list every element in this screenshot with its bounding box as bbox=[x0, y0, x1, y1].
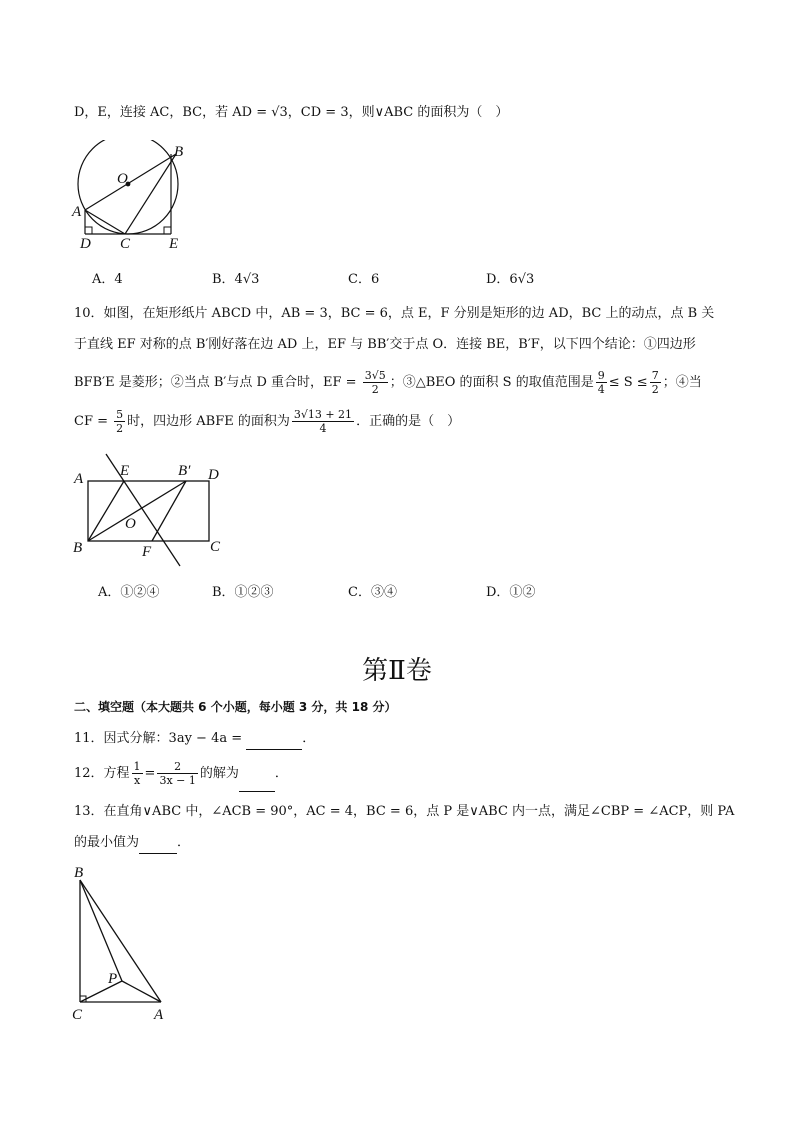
q10-line-2: 于直线 EF 对称的点 B′刚好落在边 AD 上，EF 与 BB′交于点 O．连接 BE，B′F，以下四个结论：①四边形 bbox=[74, 337, 696, 352]
q10-fraction-upper-num: 7 bbox=[651, 369, 659, 382]
q10-line3-text-b: ；③△BEO 的面积 S 的取值范围是 bbox=[389, 375, 594, 390]
q10-segment-bbprime bbox=[88, 481, 186, 541]
q10-label-bprime: B′ bbox=[178, 463, 191, 479]
q10-fraction-area-num: 3√13 + 21 bbox=[293, 408, 353, 421]
q12-text-post: 的解为 bbox=[199, 766, 239, 781]
q10-fraction-lower bbox=[596, 369, 607, 396]
q10-fraction-cf-den: 2 bbox=[116, 422, 124, 435]
q13-segment-bp bbox=[80, 880, 122, 981]
q10-line-4 bbox=[74, 405, 460, 439]
q10-fraction-ef bbox=[363, 369, 388, 396]
q13-end: ． bbox=[177, 835, 191, 850]
q10-option-d: D．①② bbox=[486, 585, 536, 600]
q12-fraction-right-den: 3x − 1 bbox=[159, 774, 196, 787]
q9-label-a: A bbox=[72, 204, 82, 220]
q13-label-c: C bbox=[72, 1007, 83, 1023]
q13-segment-ba bbox=[80, 880, 161, 1002]
q12-fraction-left-den: x bbox=[133, 774, 141, 787]
q10-fraction-upper bbox=[650, 369, 661, 396]
q12-fraction-left-num: 1 bbox=[133, 760, 141, 773]
q10-line-1: 10．如图，在矩形纸片 ABCD 中，AB = 3，BC = 6，点 E，F 分别是矩形的边 AD，BC 上的动点，点 B 关 bbox=[74, 306, 715, 321]
q9-label-b: B bbox=[174, 144, 184, 160]
q12 bbox=[74, 757, 288, 792]
q9-right-angle-e bbox=[164, 227, 171, 234]
q9-stem-mid: ，CD = 3，则∨ABC 的面积为（ ） bbox=[287, 105, 509, 120]
q10-line3-text-d: ；④当 bbox=[662, 375, 702, 390]
q10-label-f: F bbox=[142, 544, 152, 560]
q10-label-e: E bbox=[120, 463, 130, 479]
q13-label-a: A bbox=[154, 1007, 164, 1023]
q9-right-angle-d bbox=[85, 227, 92, 234]
q9-segment-bc bbox=[125, 154, 176, 234]
q10-segment-bprime-f bbox=[152, 481, 186, 541]
q10-line4-text-b: 时，四边形 ABFE 的面积为 bbox=[127, 414, 290, 429]
q9-circle bbox=[78, 140, 178, 234]
q11-answer-blank bbox=[246, 729, 302, 750]
q10-line4-text-a: CF = bbox=[74, 414, 113, 429]
q9-option-c: C．6 bbox=[348, 272, 380, 287]
q10-fraction-ef-den: 2 bbox=[371, 383, 379, 396]
q10-fraction-ef-num: 3√5 bbox=[364, 369, 386, 382]
q12-fraction-right-num: 2 bbox=[157, 760, 197, 774]
q10-fraction-upper-den: 2 bbox=[651, 383, 659, 396]
q10-option-b: B．①②③ bbox=[212, 585, 274, 600]
q12-equals: = bbox=[144, 766, 156, 781]
q10-line-3 bbox=[74, 366, 702, 400]
q13-segment-pa bbox=[122, 981, 161, 1002]
q9-option-d: D．6√3 bbox=[486, 272, 535, 287]
q9-figure bbox=[64, 140, 194, 252]
q10-option-a: A．①②④ bbox=[98, 585, 160, 600]
q13-label-p: P bbox=[108, 971, 118, 987]
q13-figure bbox=[66, 862, 186, 1028]
q11-end: ． bbox=[302, 731, 316, 746]
q12-answer-blank bbox=[239, 757, 275, 792]
q10-fraction-area-den: 4 bbox=[319, 422, 327, 435]
q10-fraction-cf bbox=[114, 408, 125, 435]
q9-stem-pre: D，E，连接 AC，BC，若 AD = bbox=[74, 105, 272, 120]
q11-text: 11．因式分解：3ay − 4a = bbox=[74, 731, 247, 746]
q10-label-a: A bbox=[74, 471, 84, 487]
q9-label-e: E bbox=[169, 236, 179, 252]
q9-label-d: D bbox=[80, 236, 91, 252]
q9-sqrt3: √3 bbox=[271, 105, 288, 120]
q10-line3-text-c: ≤ S ≤ bbox=[608, 375, 648, 390]
q10-fraction-lower-den: 4 bbox=[597, 383, 605, 396]
q13-line-2 bbox=[74, 833, 190, 854]
section-heading: 二、填空题（本大题共 6 个小题，每小题 3 分，共 18 分） bbox=[74, 700, 397, 714]
q12-fraction-left bbox=[132, 760, 143, 787]
q12-end: ． bbox=[274, 766, 288, 781]
q12-text-pre: 12．方程 bbox=[74, 766, 130, 781]
q10-figure bbox=[66, 450, 236, 570]
q10-fraction-lower-num: 9 bbox=[597, 369, 605, 382]
q12-fraction-right bbox=[157, 760, 197, 787]
q10-line4-text-c: ．正确的是（ ） bbox=[356, 414, 461, 429]
q9-stem bbox=[74, 103, 508, 123]
q10-option-c: C．③④ bbox=[348, 585, 397, 600]
q9-option-b: B．4√3 bbox=[212, 272, 260, 287]
q9-segment-ac bbox=[85, 210, 125, 234]
q9-label-o: O bbox=[117, 171, 128, 187]
q11 bbox=[74, 729, 315, 750]
q9-segment-ab bbox=[85, 154, 176, 210]
q10-label-d: D bbox=[208, 467, 219, 483]
q13-answer-blank bbox=[139, 833, 177, 854]
q9-option-a: A．4 bbox=[92, 272, 123, 287]
q10-fraction-cf-num: 5 bbox=[116, 408, 124, 421]
q13-label-b: B bbox=[74, 865, 84, 881]
q13-line-1: 13．在直角∨ABC 中，∠ACB = 90°，AC = 4，BC = 6，点 P 是∨ABC 内一点，满足∠CBP = ∠ACP，则 PA bbox=[74, 804, 735, 819]
q10-segment-be bbox=[88, 481, 124, 541]
q9-label-c: C bbox=[120, 236, 131, 252]
q13-line2-text: 的最小值为 bbox=[74, 835, 140, 850]
q10-label-c: C bbox=[210, 539, 221, 555]
section-title: 第Ⅱ卷 bbox=[362, 656, 432, 686]
q10-fraction-area bbox=[292, 408, 354, 435]
q10-line3-text-a: BFB′E 是菱形；②当点 B′与点 D 重合时，EF = bbox=[74, 375, 361, 390]
q10-label-o: O bbox=[125, 516, 136, 532]
q10-label-b: B bbox=[73, 540, 83, 556]
